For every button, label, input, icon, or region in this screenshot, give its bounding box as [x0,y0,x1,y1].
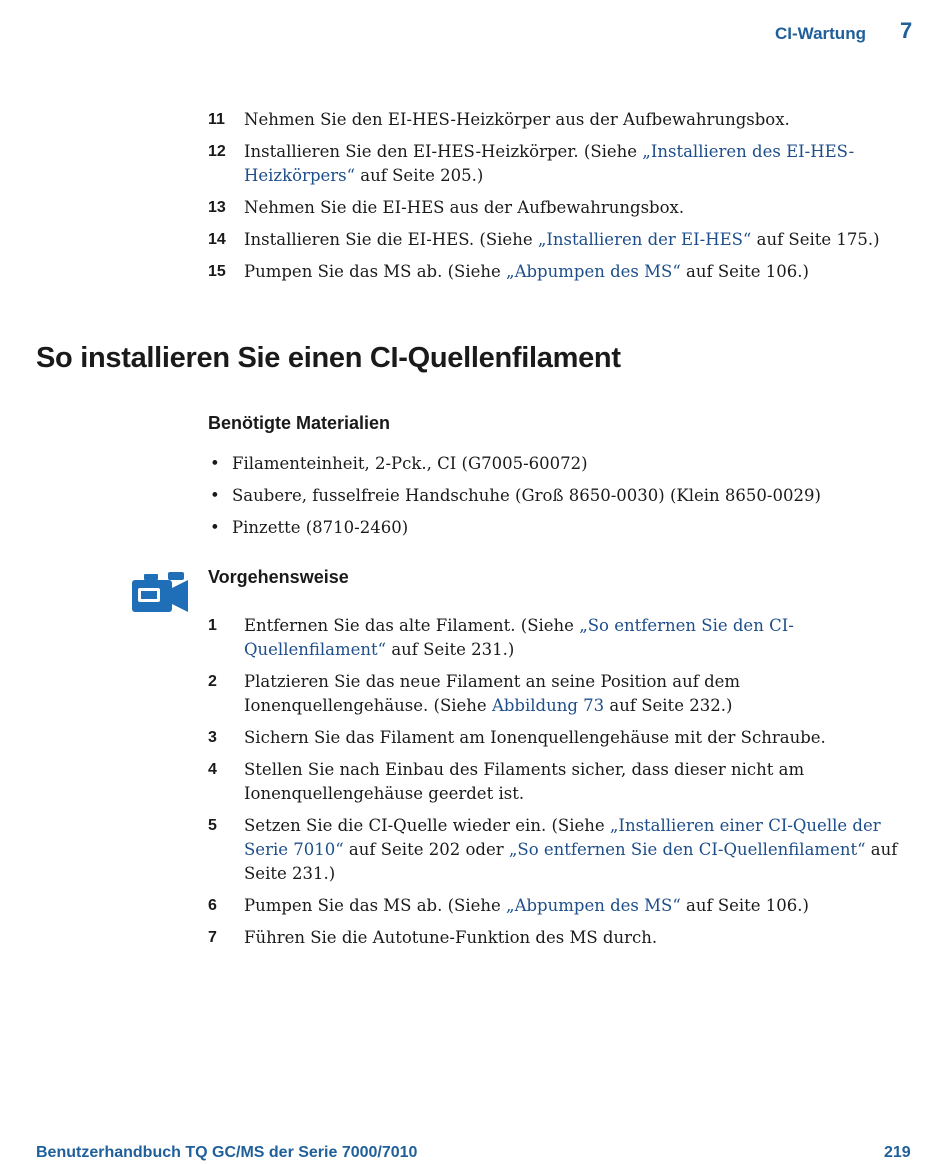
page-number: 219 [884,1144,911,1161]
step-number: 13 [208,199,226,216]
step-item [208,140,898,188]
step-item [208,758,898,806]
step-item [208,926,898,950]
step-item [208,260,898,284]
materials-heading: Benötigte Materialien [208,413,391,433]
step-text: auf Seite 202 oder [343,840,509,859]
step-item [208,196,898,220]
cross-reference-link[interactable]: „Installieren der EI-HES“ [537,230,752,249]
step-item [208,814,898,886]
step-number: 4 [208,761,217,778]
cross-reference-link[interactable]: Abbildung 73 [491,696,605,715]
material-item [210,484,900,508]
step-text: auf Seite 232.) [604,696,733,715]
step-number: 7 [208,929,217,946]
step-text: Setzen Sie die CI-Quelle wieder ein. (Siehe [244,816,610,835]
step-item [208,108,898,132]
step-item [208,894,898,918]
bullet-marker: • [210,454,220,473]
procedure-heading: Vorgehensweise [208,567,349,587]
step-text: Führen Sie die Autotune-Funktion des MS durch. [244,928,658,947]
step-text: Nehmen Sie die EI-HES aus der Aufbewahrungsbox. [244,198,685,217]
step-number: 6 [208,897,217,914]
bullet-marker: • [210,518,220,537]
step-number: 11 [208,111,225,128]
material-text: Saubere, fusselfreie Handschuhe (Groß 8650-0030) (Klein 8650-0029) [232,486,821,505]
cross-reference-link[interactable]: „Installieren des EI-HES-Heizkörpers“ [244,142,855,185]
cross-reference-link[interactable]: „Abpumpen des MS“ [506,896,681,915]
section-title: So installieren Sie einen CI-Quellenfilament [36,342,621,374]
step-number: 15 [208,263,226,280]
step-text: Stellen Sie nach Einbau des Filaments sicher, dass dieser nicht am Ionenquellengehäuse geerdet ist. [244,760,805,803]
video-camera-icon [130,570,190,614]
step-number: 2 [208,673,217,690]
step-item [208,670,898,718]
step-number: 1 [208,617,217,634]
material-item [210,516,900,540]
step-number: 3 [208,729,217,746]
step-item [208,228,898,252]
step-text: Installieren Sie den EI-HES-Heizkörper. (Siehe [244,142,643,161]
step-text: auf Seite 231.) [244,840,898,883]
step-text: Installieren Sie die EI-HES. (Siehe [244,230,538,249]
step-number: 5 [208,817,217,834]
continued-steps-list [208,108,898,292]
bullet-marker: • [210,486,220,505]
material-text: Filamenteinheit, 2-Pck., CI (G7005-60072) [232,454,588,473]
cross-reference-link[interactable]: „So entfernen Sie den CI-Quellenfilament“ [244,616,794,659]
step-number: 12 [208,143,226,160]
step-text: Platzieren Sie das neue Filament an seine Position auf dem Ionenquellengehäuse. (Siehe [244,672,741,715]
step-text: Sichern Sie das Filament am Ionenquellengehäuse mit der Schraube. [244,728,826,747]
step-text: auf Seite 106.) [680,896,809,915]
step-item [208,614,898,662]
step-text: Entfernen Sie das alte Filament. (Siehe [244,616,580,635]
running-header-chapter-number: 7 [900,18,913,43]
step-item [208,726,898,750]
step-text: auf Seite 205.) [355,166,484,185]
step-number: 14 [208,231,226,248]
step-text: auf Seite 106.) [680,262,809,281]
cross-reference-link[interactable]: „Installieren einer CI-Quelle der Serie 7010“ [244,816,881,859]
step-text: Nehmen Sie den EI-HES-Heizkörper aus der Aufbewahrungsbox. [244,110,790,129]
step-text: auf Seite 175.) [751,230,880,249]
material-item [210,452,900,476]
step-text: auf Seite 231.) [386,640,515,659]
step-text: Pumpen Sie das MS ab. (Siehe [244,262,507,281]
footer-manual-title: Benutzerhandbuch TQ GC/MS der Serie 7000/7010 [36,1144,418,1161]
cross-reference-link[interactable]: „So entfernen Sie den CI-Quellenfilament“ [508,840,866,859]
cross-reference-link[interactable]: „Abpumpen des MS“ [506,262,681,281]
material-text: Pinzette (8710-2460) [232,518,409,537]
running-header-section: CI-Wartung [775,24,866,43]
step-text: Pumpen Sie das MS ab. (Siehe [244,896,507,915]
materials-list [210,452,900,548]
procedure-steps-list [208,614,898,958]
